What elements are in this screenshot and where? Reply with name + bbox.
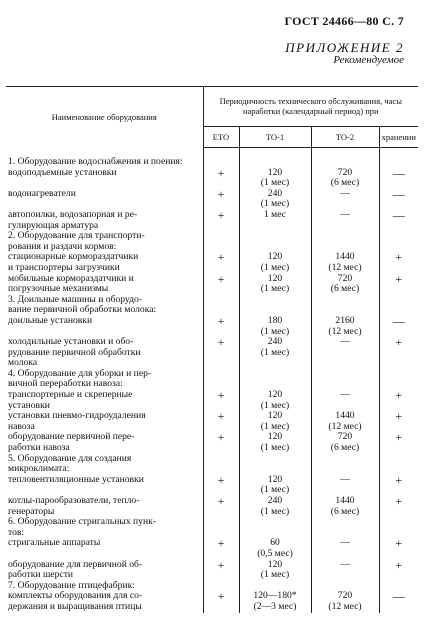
cell-to2 (311, 147, 379, 168)
table-row (6, 411, 418, 432)
cell-to2: — (311, 538, 379, 559)
table-row (6, 210, 418, 231)
column-header-eto: ЕТО (203, 126, 239, 147)
cell-to1: 180 (1 мес) (239, 316, 311, 337)
column-header-to1: ТО-1 (239, 126, 311, 147)
cell-storage: + (379, 475, 418, 496)
cell-to1: 240 (1 мес) (239, 337, 311, 369)
cell-to1: 240 (1 мес) (239, 496, 311, 517)
table-row (6, 147, 418, 168)
cell-to2 (311, 295, 379, 316)
cell-to2: — (311, 475, 379, 496)
table-row (6, 390, 418, 411)
row-name: стригальные аппараты (8, 537, 101, 549)
cell-storage: — (379, 591, 418, 612)
row-name: 4. Оборудование для уборки и пер- вичной переработки навоза: (8, 367, 152, 390)
column-header-to2: ТО-2 (311, 126, 379, 147)
appendix-subtitle: Рекомендуемое (333, 54, 404, 66)
row-name: оборудование для первичной об- работки шерсти (8, 558, 143, 581)
cell-eto: + (203, 538, 239, 559)
cell-storage: + (379, 390, 418, 411)
table-row (6, 369, 418, 390)
table-row (6, 274, 418, 295)
row-name: оборудование первичной пере- работки навоза (8, 431, 135, 454)
cell-to1: 120 (1 мес) (239, 274, 311, 295)
cell-storage: + (379, 560, 418, 581)
cell-storage (379, 369, 418, 390)
cell-to1 (239, 517, 311, 538)
cell-storage: + (379, 432, 418, 453)
cell-storage: + (379, 411, 418, 432)
cell-to2: — (311, 560, 379, 581)
row-name: установки пневмо-гидроудаления навоза (8, 410, 146, 432)
cell-eto: + (203, 210, 239, 231)
cell-eto: + (203, 316, 239, 337)
cell-storage: + (379, 337, 418, 369)
cell-to1 (239, 454, 311, 475)
cell-eto (203, 454, 239, 475)
cell-storage: + (379, 538, 418, 559)
column-header-storage: хранении (379, 126, 418, 147)
table-row (6, 454, 418, 475)
cell-eto (203, 517, 239, 538)
cell-to1 (239, 295, 311, 316)
cell-storage (379, 231, 418, 252)
cell-to2: 720 (6 мес) (311, 274, 379, 295)
row-name: комплекты оборудования для со- держания и выращивания птицы (8, 590, 143, 612)
cell-to2: 1440 (12 мес) (311, 252, 379, 273)
table-row (6, 560, 418, 581)
row-name: водонагреватели (8, 187, 76, 199)
cell-eto (203, 231, 239, 252)
row-name: водоподъемные установки (8, 166, 117, 178)
cell-storage: — (379, 168, 418, 189)
cell-to2: 720 (12 мес) (311, 591, 379, 612)
row-name: 1. Оборудование водоснабжения и поения: (8, 156, 183, 167)
cell-to1: 1 мес (239, 210, 311, 231)
cell-storage: — (379, 316, 418, 337)
cell-eto: + (203, 432, 239, 453)
table-row (6, 189, 418, 210)
cell-to1 (239, 147, 311, 168)
cell-to2: 720 (6 мес) (311, 168, 379, 189)
cell-to2 (311, 454, 379, 475)
table-row (6, 168, 418, 189)
table-row (6, 337, 418, 369)
row-name: тепловентиляционные установки (8, 473, 144, 485)
table-row (6, 475, 418, 496)
row-name: транспортерные и скреперные установки (8, 389, 133, 411)
cell-eto: + (203, 390, 239, 411)
cell-to1: 120 (1 мес) (239, 411, 311, 432)
cell-to1 (239, 231, 311, 252)
row-name: 5. Оборудование для создания микроклимата: (8, 452, 132, 475)
row-name: доильные установки (8, 314, 93, 326)
cell-storage: + (379, 252, 418, 273)
table-body (6, 147, 418, 613)
cell-to1: 60 (0,5 мес) (239, 538, 311, 559)
cell-to2: 720 (6 мес) (311, 432, 379, 453)
row-name: 6. Оборудование стригальных пунк- тов: (8, 516, 156, 538)
cell-to1: 120—180* (2—3 мес) (239, 591, 311, 612)
cell-to2: — (311, 189, 379, 210)
table-row (6, 538, 418, 559)
cell-to2: 1440 (6 мес) (311, 496, 379, 517)
row-name: мобильные кормораздатчики и погрузочные механизмы (8, 272, 134, 295)
cell-to2 (311, 369, 379, 390)
cell-eto (203, 147, 239, 168)
cell-to1 (239, 369, 311, 390)
table-row (6, 432, 418, 453)
cell-eto: + (203, 168, 239, 189)
cell-to2 (311, 517, 379, 538)
cell-to2: 1440 (12 мес) (311, 411, 379, 432)
cell-to1: 120 (1 мес) (239, 475, 311, 496)
cell-eto: + (203, 475, 239, 496)
cell-to2 (311, 231, 379, 252)
row-name: 2. Оборудование для транспорти- рования и раздачи кормов: (8, 230, 145, 252)
cell-eto: + (203, 189, 239, 210)
cell-to2: — (311, 390, 379, 411)
column-header-period: Периодичность технического обслуживания, часы наработки (календарный период) при (203, 87, 418, 127)
cell-eto: + (203, 560, 239, 581)
maintenance-table (6, 86, 418, 613)
cell-storage: — (379, 210, 418, 231)
cell-to1: 120 (1 мес) (239, 252, 311, 273)
table-row (6, 591, 418, 612)
table-row (6, 295, 418, 316)
cell-eto: + (203, 337, 239, 369)
cell-eto: + (203, 496, 239, 517)
cell-eto (203, 295, 239, 316)
cell-to2: — (311, 337, 379, 369)
row-name: 7. Оборудование птицефабрик: (8, 579, 135, 591)
row-name: автопоилки, водозапорная и ре- гулирующая арматура (8, 208, 138, 231)
cell-storage (379, 147, 418, 168)
cell-to1: 120 (1 мес) (239, 168, 311, 189)
table-row (6, 517, 418, 538)
cell-to2: 2160 (12 мес) (311, 316, 379, 337)
cell-eto: + (203, 274, 239, 295)
row-name: холодильные установки и обо- рудование первичной обработки молока (8, 336, 141, 369)
document-header: ГОСТ 24466—80 С. 7 (284, 14, 404, 28)
cell-storage (379, 295, 418, 316)
column-header-name: Наименование оборудования (6, 87, 203, 148)
appendix-title: ПРИЛОЖЕНИЕ 2 (285, 40, 404, 55)
cell-storage: + (379, 496, 418, 517)
cell-storage (379, 454, 418, 475)
cell-to2: — (311, 210, 379, 231)
cell-eto: + (203, 252, 239, 273)
table-row (6, 496, 418, 517)
table-row (6, 252, 418, 273)
cell-storage (379, 517, 418, 538)
table-row (6, 316, 418, 337)
cell-eto: + (203, 591, 239, 612)
row-name: котлы-парообразователи, тепло- генераторы (8, 495, 140, 517)
cell-to1: 120 (1 мес) (239, 390, 311, 411)
cell-to1: 120 (1 мес) (239, 560, 311, 581)
cell-storage: + (379, 274, 418, 295)
cell-storage: — (379, 189, 418, 210)
row-name: 3. Доильные машины и оборудо- вание первичной обработки молока: (8, 293, 157, 316)
row-name: стационарные кормораздатчики и транспортеры загрузчики (8, 251, 139, 273)
cell-to1: 120 (1 мес) (239, 432, 311, 453)
cell-to1: 240 (1 мес) (239, 189, 311, 210)
cell-eto (203, 369, 239, 390)
cell-eto: + (203, 411, 239, 432)
table-row (6, 231, 418, 252)
